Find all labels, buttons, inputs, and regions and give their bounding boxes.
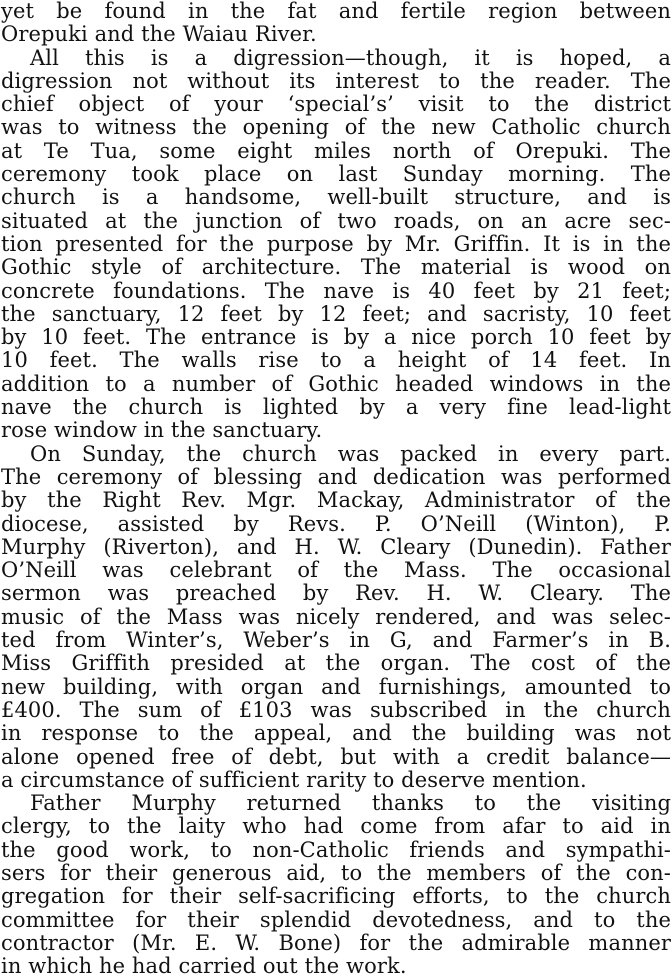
article-text-line: clergy, to the laity who had come from afar to aid in [1, 815, 671, 839]
article-text-line: All this is a digression—though, it is hoped, a [30, 46, 671, 70]
article-text-line: at Te Tua, some eight miles north of Orepuki. The [1, 139, 671, 163]
article-text-line: was to witness the opening of the new Catholic church [1, 116, 671, 140]
article-text-line: committee for their splendid devotedness, and to the [1, 908, 671, 932]
article-text-line: by the Right Rev. Mgr. Mackay, Administrator of the [1, 489, 671, 513]
article-text-line: new building, with organ and furnishings, amounted to [1, 675, 671, 699]
article-text-line: sers for their generous aid, to the members of the con- [1, 861, 671, 885]
article-text-line: Miss Griffith presided at the organ. The cost of the [1, 652, 671, 676]
article-text-line: gregation for their self-sacrificing efforts, to the church [1, 885, 671, 909]
article-text-line: nave the church is lighted by a very fine lead-light [1, 396, 671, 420]
article-text-line: chief object of your ‘special’s’ visit to the district [1, 93, 671, 117]
article-text-line: sermon was preached by Rev. H. W. Cleary. The [1, 582, 671, 606]
article-text-line: 10 feet. The walls rise to a height of 14 feet. In [1, 349, 671, 373]
article-text-line: contractor (Mr. E. W. Bone) for the admirable manner [1, 931, 671, 955]
article-text-line: the good work, to non-Catholic friends and sympathi- [1, 838, 671, 862]
article-text-line: digression not without its interest to the reader. The [1, 69, 671, 93]
article-text-line: yet be found in the fat and fertile region between [1, 0, 671, 23]
article-text-line: situated at the junction of two roads, on an acre sec- [1, 209, 671, 233]
article-text-line: On Sunday, the church was packed in every part. [30, 442, 671, 466]
article-text-line: music of the Mass was nicely rendered, and was selec- [1, 605, 671, 629]
article-text-line: The ceremony of blessing and dedication was performed [1, 465, 671, 489]
article-text-line: church is a handsome, well-built structure, and is [1, 186, 671, 210]
article-text-line: ted from Winter’s, Weber’s in G, and Farmer’s in B. [1, 629, 671, 653]
article-text-line: a circumstance of sufficient rarity to deserve mention. [1, 768, 587, 792]
article-text-line: Murphy (Riverton), and H. W. Cleary (Dunedin). Father [1, 535, 671, 559]
article-text-line: rose window in the sanctuary. [1, 419, 323, 443]
article-text-line: in which he had carried out the work. [1, 955, 407, 978]
article-text-line: addition to a number of Gothic headed windows in the [1, 372, 671, 396]
article-text-line: the sanctuary, 12 feet by 12 feet; and sacristy, 10 feet [1, 302, 671, 326]
article-text-line: alone opened free of debt, but with a credit balance— [1, 745, 671, 769]
article-text-line: Father Murphy returned thanks to the visiting [30, 792, 671, 816]
article-text-line: tion presented for the purpose by Mr. Griffin. It is in the [1, 232, 671, 256]
article-text-line: by 10 feet. The entrance is by a nice porch 10 feet by [1, 326, 671, 350]
article-text-line: in response to the appeal, and the building was not [1, 722, 671, 746]
article-text-line: diocese, assisted by Revs. P. O’Neill (Winton), P. [1, 512, 671, 536]
article-text-line: Orepuki and the Waiau River. [1, 23, 317, 47]
article-text-line: concrete foundations. The nave is 40 feet by 21 feet; [1, 279, 671, 303]
article-text-line: O’Neill was celebrant of the Mass. The occasional [1, 559, 671, 583]
article-text-line: £400. The sum of £103 was subscribed in the church [1, 698, 671, 722]
article-text-line: Gothic style of architecture. The material is wood on [1, 256, 671, 280]
article-text-line: ceremony took place on last Sunday morning. The [1, 163, 671, 187]
